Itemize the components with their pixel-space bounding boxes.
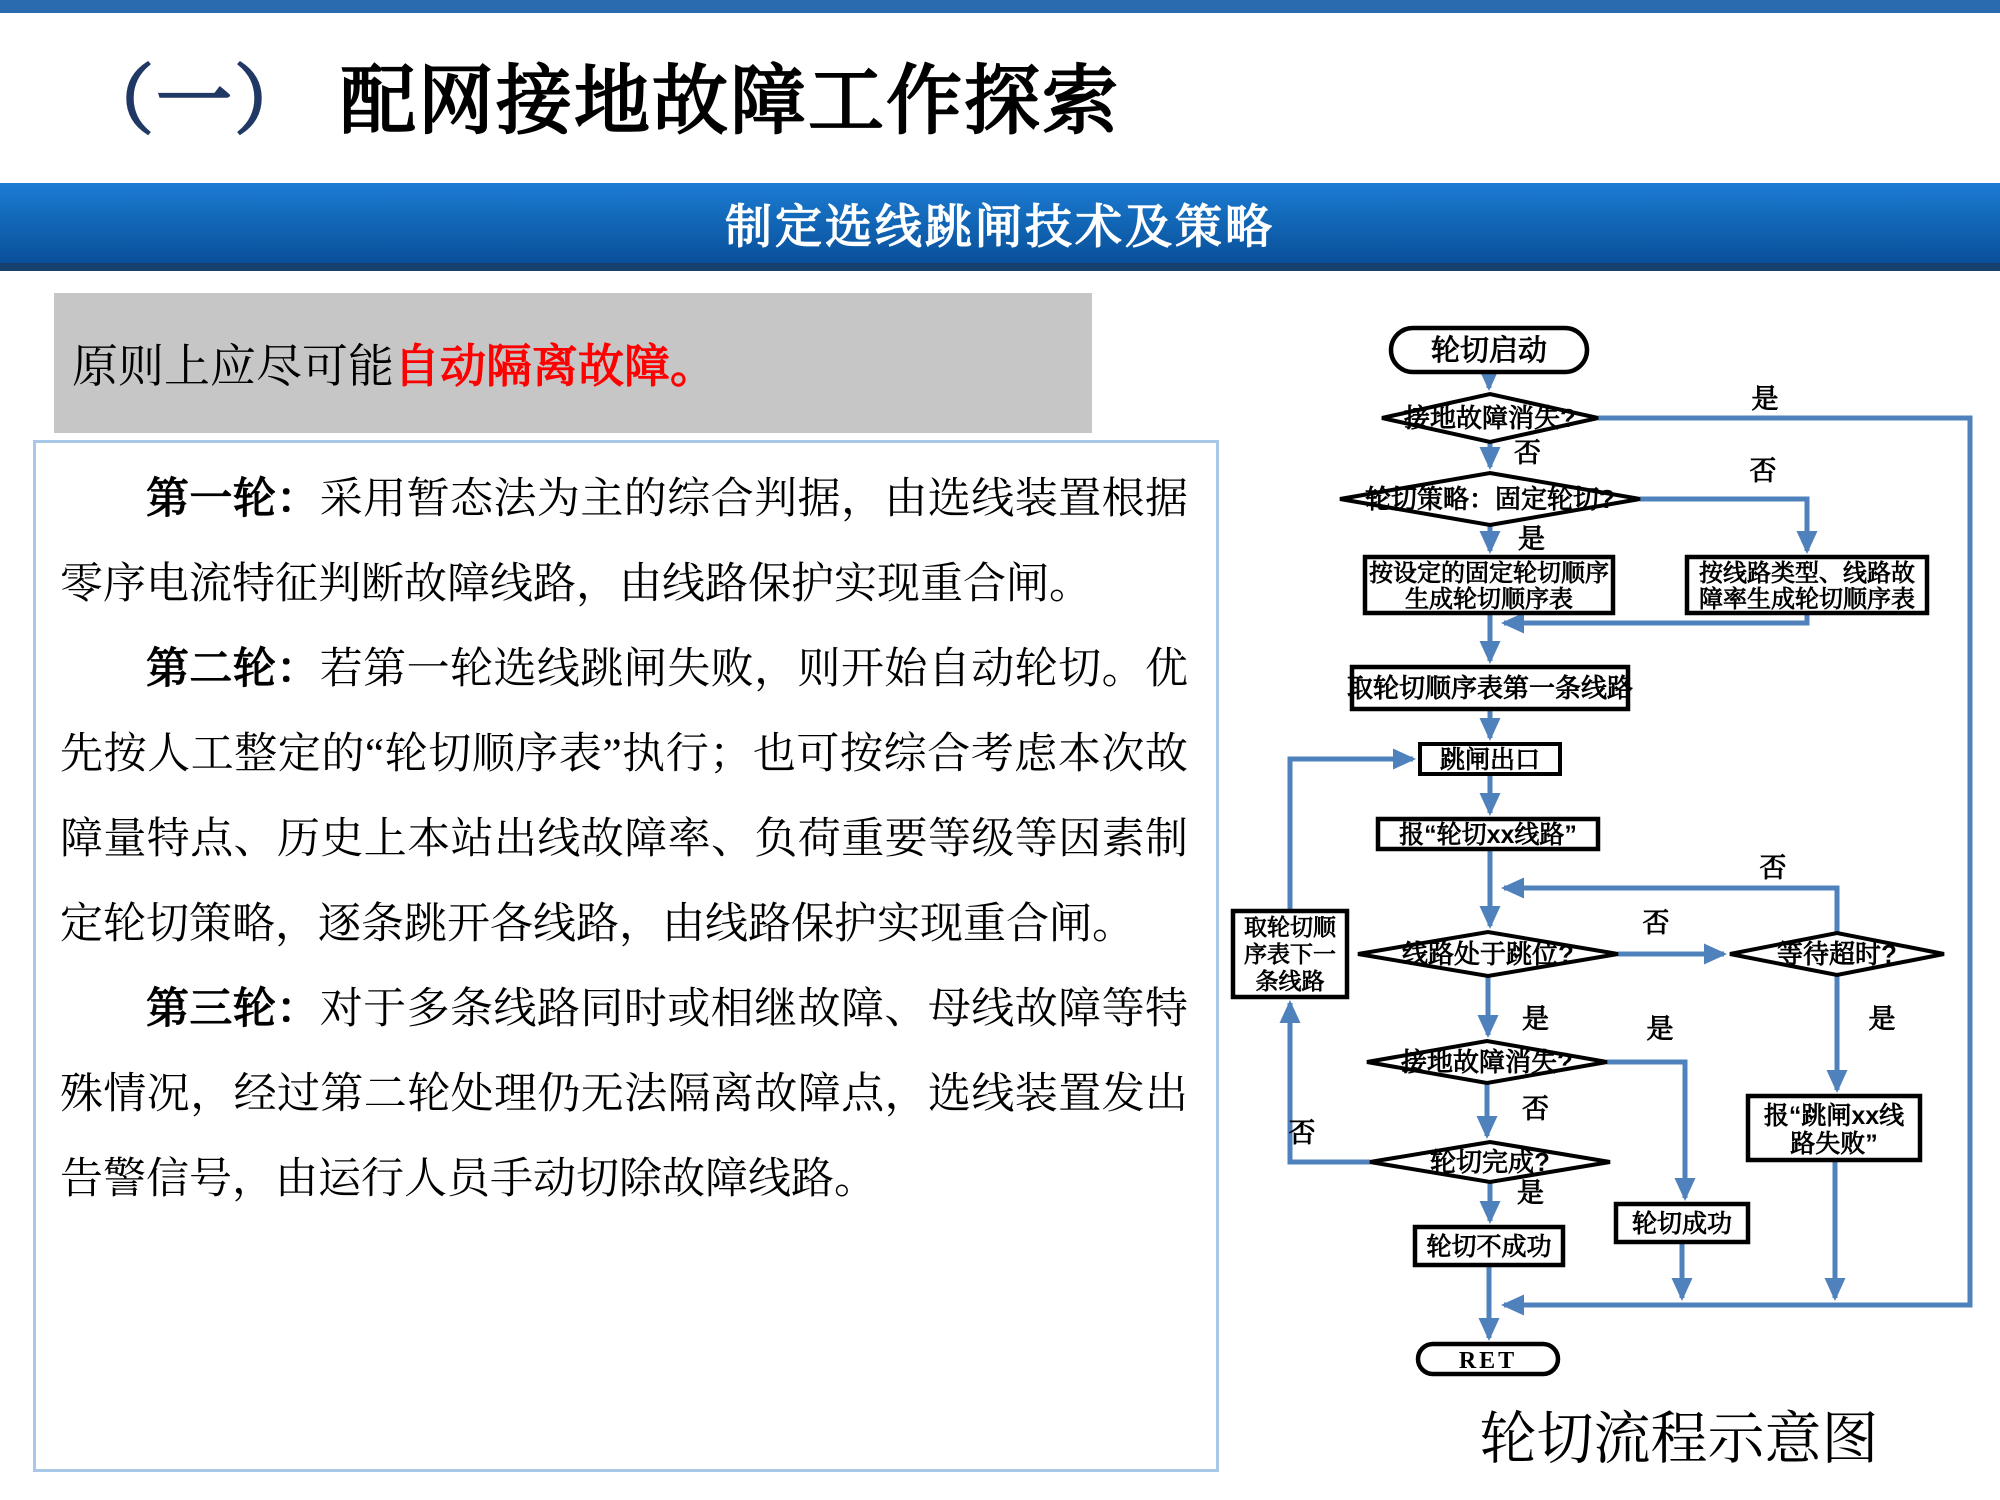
- node-boxL-line1: 按设定的固定轮切顺序: [1369, 560, 1609, 587]
- edge-label-d6-yes: 是: [1517, 1178, 1544, 1208]
- paragraph-round2-head: 第二轮：: [146, 646, 320, 693]
- edge-label-d2-no: 否: [1749, 456, 1777, 486]
- top-accent-bar: [0, 0, 2000, 13]
- paragraph-round1-head: 第一轮：: [146, 476, 320, 523]
- node-boxR-line2: 障率生成轮切顺序表: [1699, 586, 1915, 613]
- edge-label-d4-yes: 是: [1868, 1004, 1896, 1034]
- node-box2-label: 跳闸出口: [1439, 746, 1541, 774]
- node-box3-label: 报“轮切xx线路”: [1399, 821, 1577, 849]
- node-boxF-line2: 路失败”: [1790, 1130, 1878, 1158]
- edge-label-d3-yes: 是: [1522, 1004, 1549, 1034]
- node-d1-label: 接地故障消失?: [1404, 403, 1576, 433]
- node-boxR-line1: 按线路类型、线路故: [1699, 560, 1915, 587]
- node-boxN-line1: 取轮切顺: [1244, 914, 1336, 940]
- node-start-label: 轮切启动: [1430, 335, 1548, 367]
- page-title: [78, 40, 1120, 149]
- edge-d4-no-loop: [1504, 888, 1837, 933]
- title-text: 配网接地故障工作探索: [340, 59, 1120, 144]
- paragraph-round1: [60, 457, 1188, 627]
- title-number: （一）: [78, 59, 312, 144]
- paragraph-round3-head: 第三轮：: [146, 986, 320, 1033]
- section-banner: [0, 183, 2000, 271]
- flowchart-edges: [1290, 372, 1970, 1338]
- banner-title: 制定选线跳闸技术及策略: [725, 199, 1275, 253]
- edge-d2-no: [1640, 499, 1807, 551]
- paragraph-round1-text: 采用暂态法为主的综合判据，由选线装置根据零序电流特征判断故障线路，由线路保护实现重合闸。: [60, 476, 1189, 608]
- node-box1-label: 取轮切顺序表第一条线路: [1346, 673, 1634, 703]
- node-d3-label: 线路处于跳位?: [1402, 939, 1574, 969]
- edge-label-d3-no: 否: [1642, 908, 1670, 938]
- paragraph-round3: [60, 967, 1188, 1222]
- edge-label-d1-yes: 是: [1751, 384, 1779, 414]
- edge-label-d5-no: 否: [1522, 1094, 1549, 1124]
- node-ret-label: RET: [1458, 1348, 1518, 1374]
- node-d5-label: 接地故障消失?: [1401, 1047, 1573, 1077]
- principle-emphasis: 自动隔离故障。: [394, 340, 716, 392]
- flowchart-caption: 轮切流程示意图: [1479, 1408, 1879, 1471]
- edge-label-d4-no: 否: [1759, 853, 1787, 883]
- node-boxL-line2: 生成轮切顺序表: [1405, 586, 1573, 613]
- edge-d5-yes: [1607, 1062, 1685, 1198]
- edge-label-d2-yes: 是: [1518, 524, 1545, 554]
- paragraph-round3-text: 对于多条线路同时或相继故障、母线故障等特殊情况，经过第二轮处理仍无法隔离故障点，选线装置发出告警信号，由运行人员手动切除故障线路。: [60, 986, 1189, 1203]
- edge-d1-yes-rail: [1504, 418, 1970, 1305]
- node-d4-label: 等待超时?: [1777, 939, 1897, 969]
- edge-label-d6-no: 否: [1288, 1118, 1316, 1148]
- node-boxF-line1: 报“跳闸xx线: [1763, 1102, 1905, 1130]
- flowchart-node-labels: [1244, 333, 1915, 1374]
- principle-callout: [54, 293, 1092, 433]
- principle-prefix: 原则上应尽可能: [72, 340, 394, 392]
- node-boxN-line2: 序表下一: [1244, 941, 1336, 967]
- node-d2-label: 轮切策略：固定轮切?: [1365, 484, 1615, 514]
- round-cut-flowchart: [1230, 310, 2000, 1490]
- node-boxS-label: 轮切成功: [1631, 1210, 1733, 1238]
- edge-label-d1-no: 否: [1514, 438, 1541, 468]
- edge-label-d5-yes: 是: [1646, 1014, 1674, 1044]
- node-d6-label: 轮切完成?: [1430, 1147, 1550, 1177]
- paragraph-round2: [60, 627, 1188, 967]
- node-boxN-line3: 条线路: [1255, 968, 1325, 994]
- body-text-panel: [33, 440, 1219, 1472]
- node-boxU-label: 轮切不成功: [1426, 1233, 1552, 1261]
- paragraph-round2-text: 若第一轮选线跳闸失败，则开始自动轮切。优先按人工整定的“轮切顺序表”执行；也可按综合考虑本次故障量特点、历史上本站出线故障率、负荷重要等级等因素制定轮切策略，逐条跳开各线路，由线路保护实现重合闸。: [60, 646, 1189, 948]
